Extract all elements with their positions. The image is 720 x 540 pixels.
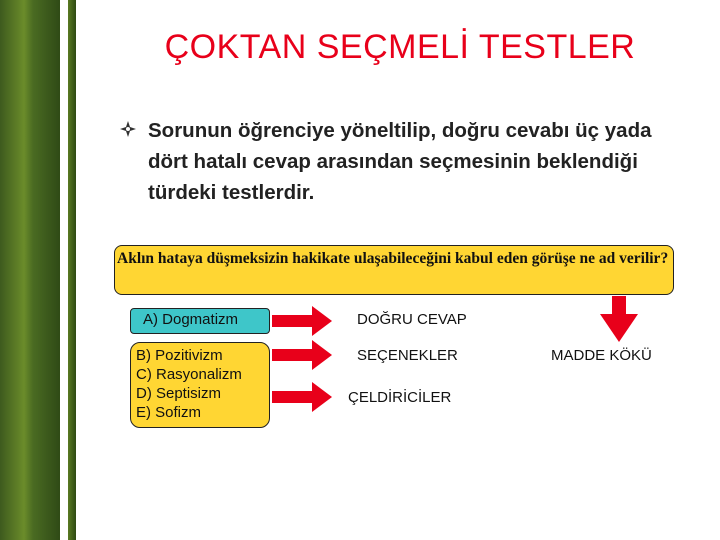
option-e: E) Sofizm [136, 404, 202, 421]
label-item-stem: MADDE KÖKÜ [551, 347, 652, 364]
option-a-box: A) Dogmatizm [130, 308, 270, 334]
slide-title: ÇOKTAN SEÇMELİ TESTLER [164, 28, 636, 66]
arrow-correct-icon [272, 306, 332, 336]
option-c: C) Rasyonalizm [136, 366, 242, 383]
label-distractors: ÇELDİRİCİLER [348, 389, 452, 406]
arrow-distractors-icon [272, 382, 332, 412]
arrow-stem-icon [600, 296, 638, 342]
option-d: D) Septisizm [136, 385, 222, 402]
bullet-text: Sorunun öğrenciye yöneltilip, doğru cevabı üç yada dört hatalı cevap arasından seçmesinin beklendiği türdeki testlerdir. [148, 119, 652, 204]
arrow-options-icon [272, 340, 332, 370]
label-options: SEÇENEKLER [357, 347, 458, 364]
option-b: B) Pozitivizm [136, 347, 223, 364]
question-box: Aklın hataya düşmeksizin hakikate ulaşabileceğini kabul eden görüşe ne ad verilir? [114, 245, 674, 295]
label-correct-answer: DOĞRU CEVAP [357, 311, 467, 328]
